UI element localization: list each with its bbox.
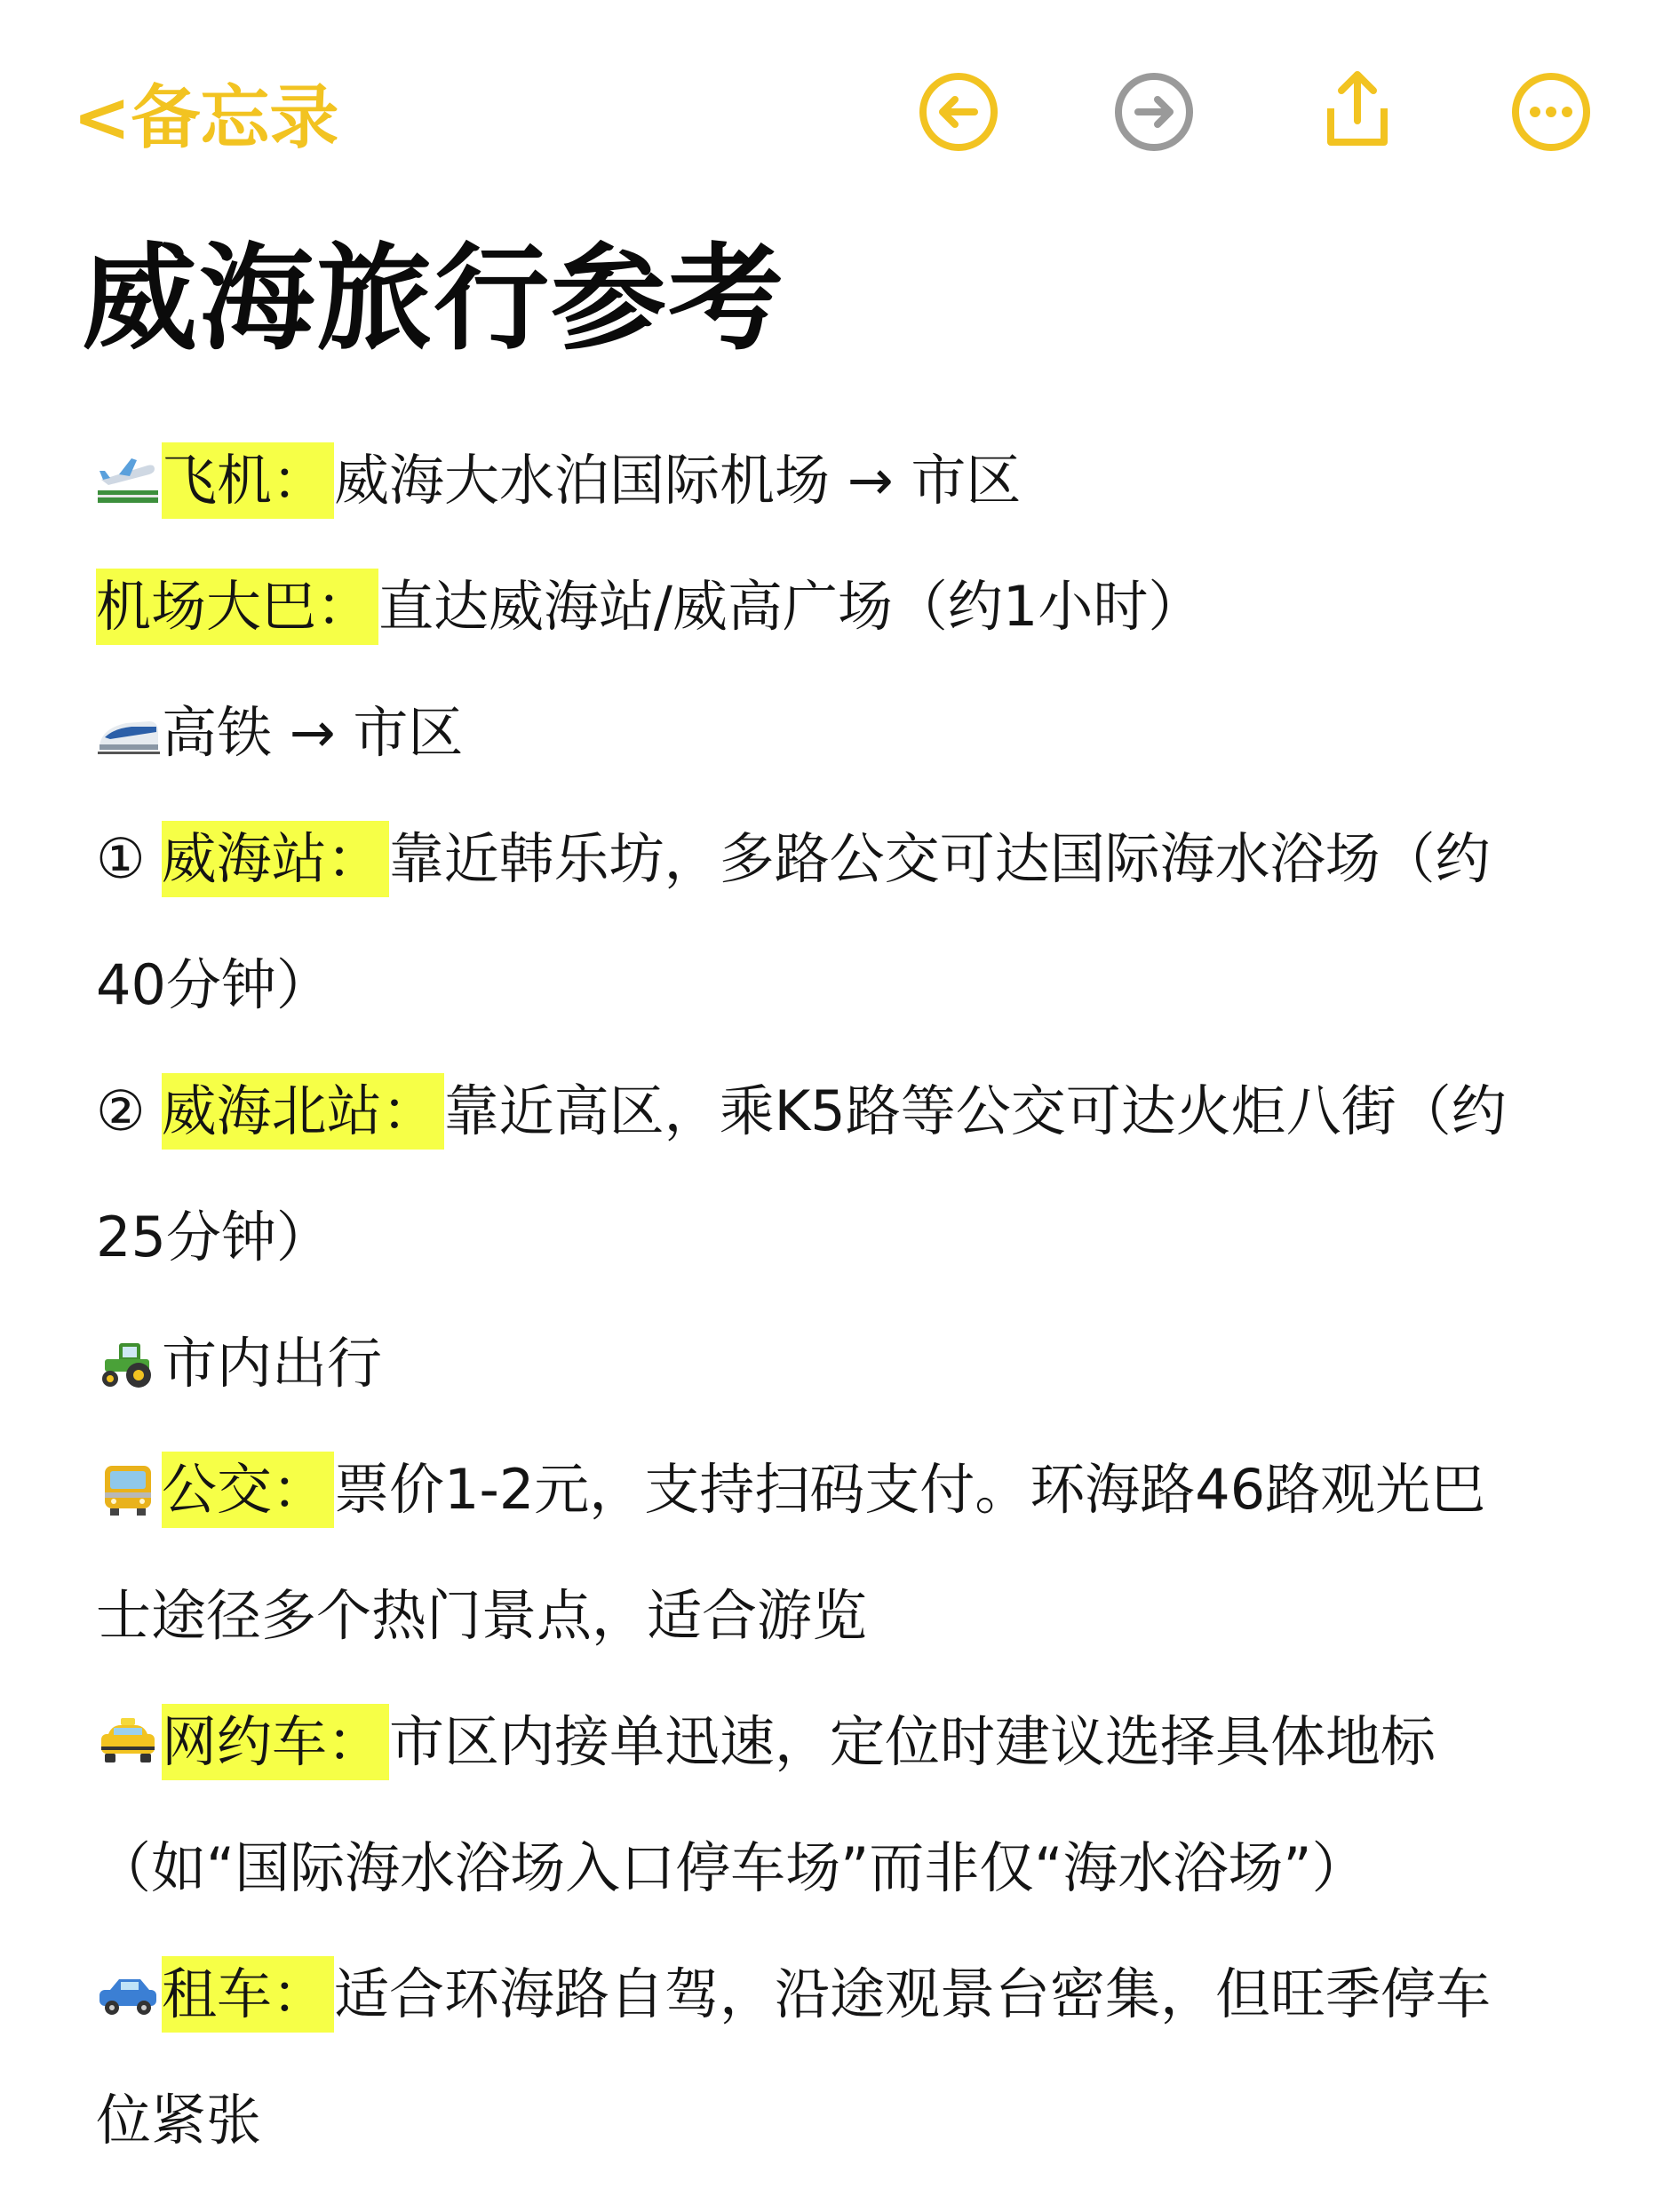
redo-icon (1113, 71, 1195, 153)
airplane-icon (96, 453, 160, 508)
note-line-text: 直达威海站/威高广场（约1小时） (378, 574, 1204, 639)
note-line (96, 1048, 1606, 1174)
note-line-label: 机场大巴： (96, 569, 378, 645)
note-line-text: 高铁 → 市区 (162, 700, 464, 765)
note-line-text: 适合环海路自驾，沿途观景台密集，但旺季停车 (334, 1961, 1492, 2026)
note-line-text: 位紧张 (96, 2088, 262, 2152)
note-line (96, 2057, 1606, 2184)
note-title: 威海旅行参考 (82, 231, 786, 366)
note-line (96, 796, 1606, 922)
note-line (96, 1174, 1606, 1301)
note-line-text: 靠近韩乐坊，多路公交可达国际海水浴场（约 (388, 826, 1491, 891)
note-line (96, 1427, 1606, 1553)
note-line-label: 公交： (162, 1452, 334, 1528)
bullet-train-icon (96, 705, 160, 760)
note-line-text: 40分钟） (96, 952, 331, 1017)
note-line-text: 票价1-2元，支持扫码支付。环海路46路观光巴 (334, 1457, 1486, 1522)
note-line (96, 1679, 1606, 1805)
more-button[interactable] (1510, 71, 1592, 153)
note-line-text: 市区内接单迅速，定位时建议选择具体地标 (389, 1709, 1436, 1774)
tractor-icon (96, 1336, 160, 1391)
note-line (96, 418, 1606, 544)
undo-button[interactable] (918, 71, 999, 153)
note-body[interactable] (96, 418, 1606, 2184)
redo-button[interactable] (1113, 71, 1195, 153)
note-line-text: 士途径多个热门景点，适合游览 (96, 1583, 868, 1648)
more-icon (1510, 71, 1592, 153)
bus-icon (96, 1462, 160, 1517)
list-number: ② (96, 1078, 146, 1143)
note-line (96, 544, 1606, 670)
note-line-text: 靠近高区，乘K5路等公交可达火炬八街（约 (443, 1078, 1507, 1143)
undo-icon (918, 71, 999, 153)
note-line (96, 922, 1606, 1048)
note-line-label: 网约车： (162, 1704, 389, 1780)
share-button[interactable] (1317, 68, 1398, 149)
navigation-bar (0, 0, 1655, 204)
note-line (96, 670, 1606, 796)
note-line-label: 飞机： (162, 442, 334, 519)
note-line-label: 威海北站： (162, 1073, 444, 1150)
note-line-label: 租车： (162, 1956, 334, 2033)
back-label: <备忘录 (73, 78, 339, 158)
note-line (96, 1301, 1606, 1427)
back-button[interactable] (73, 62, 338, 162)
note-line-text: 威海大水泊国际机场 → 市区 (334, 448, 1022, 513)
note-line (96, 1931, 1606, 2057)
note-line (96, 1805, 1606, 1931)
share-icon (1317, 68, 1398, 149)
note-line-label: 威海站： (162, 821, 389, 897)
list-number: ① (96, 826, 146, 891)
car-icon (96, 1967, 160, 2022)
note-line-text: 市内出行 (162, 1331, 383, 1396)
taxi-icon (96, 1715, 160, 1770)
note-line-text: （如“国际海水浴场入口停车场”而非仅“海水浴场”） (96, 1835, 1367, 1900)
note-line (96, 1553, 1606, 1679)
note-line-text: 25分钟） (96, 1205, 331, 1269)
